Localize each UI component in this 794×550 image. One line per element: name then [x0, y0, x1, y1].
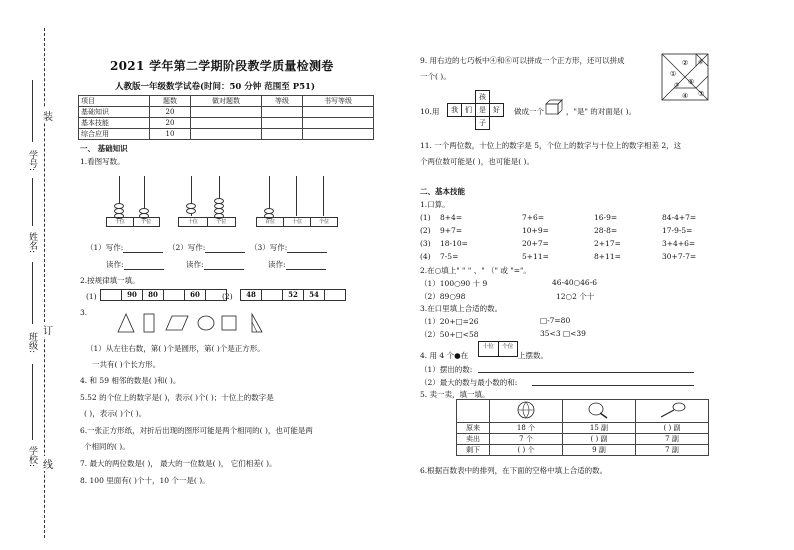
table-cell[interactable]: [262, 118, 303, 129]
table-cell: 7 个: [490, 434, 563, 445]
table-row: [79, 129, 374, 140]
question-6-line1: 6.一张正方形纸，对折后出现的图形可能是两个相同的( )，也可能是两: [80, 426, 313, 435]
table-cell: 7 副: [636, 445, 709, 456]
calc-item: 18-10=: [440, 239, 468, 248]
table-cell[interactable]: [302, 107, 373, 118]
fill-item: （2）50+□<58: [420, 330, 479, 339]
table-cell: 综合应用: [79, 129, 150, 140]
table-cell: 基础知识: [79, 107, 150, 118]
binding-char-1: 装: [43, 108, 53, 123]
tangram-figure: [660, 52, 710, 102]
badminton-racket-icon: [658, 401, 686, 419]
calc-row-label: (1): [420, 213, 431, 222]
calc-item: 3+4+6=: [662, 239, 696, 248]
calc-item: 8+4=: [440, 213, 463, 222]
seq-cell[interactable]: [101, 290, 122, 300]
answer-blank[interactable]: [204, 261, 244, 270]
seq-cell: 60: [185, 290, 206, 300]
fill-item: 35<3 □<39: [540, 329, 586, 338]
question-6-line2: 个相同的( )。: [84, 442, 130, 451]
place-label: 十位: [479, 342, 499, 356]
table-header-cell: 书写等级: [302, 96, 373, 107]
table-row: [457, 423, 709, 434]
calc-item: 8+11=: [594, 252, 621, 261]
table-cell[interactable]: [302, 118, 373, 129]
table-header-cell: 等级: [262, 96, 303, 107]
question-3: 3.: [80, 308, 88, 317]
table-cell: [490, 400, 563, 423]
svg-text:⑥: ⑥: [698, 59, 704, 66]
calc-title: 1.口算。: [420, 200, 450, 209]
seq1-label: (1): [86, 292, 97, 301]
table-row: [457, 400, 709, 423]
question-4-1: （1）摆出的数:: [420, 365, 473, 374]
abacus-1: [106, 176, 158, 224]
table-row: [79, 118, 374, 129]
table-cell: 20: [150, 107, 191, 118]
table-cell: 15 副: [563, 423, 636, 434]
calc-item: 5+11=: [522, 252, 549, 261]
table-row: [457, 445, 709, 456]
student-id-label: 学号:: [27, 150, 37, 172]
school-label: 学校:: [27, 446, 37, 468]
table-header-cell: 做对题数: [190, 96, 261, 107]
table-cell: 剩下: [457, 445, 490, 456]
table-cell[interactable]: [262, 129, 303, 140]
abacus-label: 十位: [284, 218, 311, 226]
abacus-2: [178, 176, 234, 224]
place-value-box: [478, 341, 518, 357]
abacus-label: 个位: [141, 219, 152, 225]
calc-row-label: (2): [420, 226, 431, 235]
question-3-1: （1）从左往右数，第( )个是圆形，第( )个是正方形。: [86, 344, 265, 353]
table-cell: [457, 400, 490, 423]
svg-text:⑤: ⑤: [688, 78, 695, 86]
seq-cell: 52: [283, 290, 304, 300]
table-cell: [636, 400, 709, 423]
seq-cell[interactable]: [325, 290, 345, 300]
sequence-1: [100, 289, 227, 301]
table-cell: 10: [150, 129, 191, 140]
question-1: 1.看图写数。: [80, 157, 125, 166]
ping-pong-paddle-icon: [587, 401, 611, 419]
answer-blank[interactable]: [287, 244, 327, 253]
compare-item: 12○2 个十: [556, 292, 595, 301]
sequence-2: [240, 289, 346, 301]
square-shape: [222, 316, 236, 330]
binding-char-2: 订: [43, 322, 53, 337]
answer-blank[interactable]: [205, 244, 245, 253]
svg-text:⑦: ⑦: [698, 90, 705, 98]
compare-item: 46-40○46-6: [552, 278, 598, 287]
abacus-3: [256, 176, 336, 224]
question-5: 5. 卖一卖，填一填。: [420, 390, 490, 399]
table-cell: 20: [150, 118, 191, 129]
calc-item: 10+9=: [522, 226, 549, 235]
table-cell: 基本技能: [79, 118, 150, 129]
calc-item: 28-8=: [594, 226, 618, 235]
binding-margin: [0, 0, 60, 550]
cube-icon: [545, 99, 563, 115]
answer-blank[interactable]: [286, 261, 326, 270]
table-cell[interactable]: ( ) 副: [563, 434, 636, 445]
calc-item: 7-5=: [440, 252, 459, 261]
place-label: 个位: [502, 344, 514, 350]
table-cell: 7 副: [636, 434, 709, 445]
table-cell[interactable]: [190, 129, 261, 140]
question-9-line1: 9. 用右边的七巧板中④和⑥可以拼成一个正方形，还可以拼成: [420, 56, 625, 65]
compare-item: （1）100○90 十 9: [420, 279, 488, 288]
seq2-label: (2): [222, 292, 233, 301]
calc-item: 7+6=: [522, 213, 545, 222]
question-3-2: 一共有( )个长方形。: [92, 360, 161, 369]
calc-item: 84-4+7=: [662, 213, 697, 222]
read-label-2: 读作:: [186, 259, 244, 270]
seq-cell: 54: [304, 290, 325, 300]
answer-blank[interactable]: [124, 261, 164, 270]
abacus-label: 十位: [107, 218, 134, 226]
page-title: 2021 学年第二学期阶段教学质量检测卷: [110, 59, 334, 73]
shapes-figure: [114, 310, 274, 334]
write-label-2: （2）写作:: [168, 242, 245, 253]
svg-text:④: ④: [682, 92, 689, 100]
seq-cell: 48: [241, 290, 262, 300]
compare-title: 2.在○填上" " " 、" （" 或 "="。: [420, 266, 531, 275]
rectangle-shape: [144, 314, 154, 332]
cube-net: 孩 我 们 是 好 子: [447, 90, 503, 128]
binding-char-3: 线: [43, 456, 53, 471]
score-table: [78, 95, 374, 140]
table-row: [457, 434, 709, 445]
answer-line[interactable]: [532, 385, 694, 386]
seq-cell: 80: [143, 290, 164, 300]
svg-text:③: ③: [674, 82, 680, 89]
question-4-suffix: 上摆数。: [518, 351, 548, 360]
question-4: 4. 和 59 相邻的数是( )和( )。: [80, 376, 181, 385]
question-11-line1: 11. 一个两位数，十位上的数字是 5，个位上的数字与十位上的数字相差 2，这: [420, 141, 682, 150]
write-label-1: （1）写作:: [86, 242, 163, 253]
table-cell: 18 个: [490, 423, 563, 434]
calc-item: 30+7-7=: [662, 252, 697, 261]
table-cell: [563, 400, 636, 423]
read-label-3: 读作:: [268, 259, 326, 270]
table-cell[interactable]: [190, 118, 261, 129]
section1-heading: 一、 基础知识: [80, 144, 128, 153]
fill-item: □-7=80: [540, 316, 571, 325]
calc-item: 17-9-5=: [662, 226, 693, 235]
calc-item: 9+7=: [440, 226, 463, 235]
compare-item: （2）89○98: [420, 292, 466, 301]
fill-item: （1）20+□=26: [420, 317, 479, 326]
answer-line[interactable]: [478, 372, 694, 373]
fill-title: 3.在口里填上合适的数。: [420, 304, 503, 313]
name-label: 姓名:: [27, 232, 37, 254]
question-10-mid: 做成一个: [514, 107, 544, 116]
calc-item: 2+17=: [594, 239, 621, 248]
table-cell: 原来: [457, 423, 490, 434]
abacus-label: 十位: [179, 218, 208, 226]
table-cell[interactable]: [302, 129, 373, 140]
student-id-line[interactable]: [32, 80, 33, 142]
table-cell[interactable]: ( ) 副: [636, 423, 709, 434]
table-cell: 9 副: [563, 445, 636, 456]
table-header-cell: 题数: [150, 96, 191, 107]
page-subtitle: 人教版一年级数学试卷(时间：50 分钟 范围至 P51): [115, 82, 315, 92]
abacus-label: 个位: [318, 219, 329, 225]
question-9-line2: 一个( )。: [420, 72, 451, 81]
abacus-label: 个位: [216, 219, 227, 225]
svg-text:①: ①: [670, 70, 677, 78]
table-cell[interactable]: [190, 107, 261, 118]
circle-shape: [198, 316, 214, 330]
question-5-line2: ( )，表示( )个( )。: [84, 409, 147, 418]
question-5-line1: 5.52 的个位上的数字是( )，表示( )个( )；十位上的数字是: [80, 393, 274, 402]
question-4-2: （2）最大的数与最小数的和:: [420, 378, 518, 387]
question-4-prefix: 4. 用 4 个●在: [420, 351, 469, 360]
write-label-3: （3）写作:: [250, 242, 327, 253]
question-6: 6.根据百数表中的排列，在下面的空格中填上合适的数。: [420, 466, 608, 475]
parallelogram-shape: [166, 316, 188, 330]
read-label-1: 读作:: [106, 259, 164, 270]
calc-row-label: (3): [420, 239, 431, 248]
table-row: [79, 107, 374, 118]
sales-table: [456, 399, 709, 456]
table-header-row: [79, 96, 374, 107]
class-label: 班级:: [27, 332, 37, 354]
question-10-suffix: ，"是" 的对面是( )。: [566, 107, 637, 116]
question-7: 7. 最大的两位数是( )， 最大的一位数是( )， 它们相差( )。: [80, 459, 277, 468]
abacus-label: 百位: [257, 218, 284, 226]
table-cell[interactable]: [262, 107, 303, 118]
question-8: 8. 100 里面有( )个十，10 个一是( )。: [80, 476, 210, 485]
question-2: 2.按规律填一填。: [80, 276, 140, 285]
calc-item: 16-9=: [594, 213, 618, 222]
name-line[interactable]: [32, 178, 33, 226]
question-11-line2: 个两位数可能是( )，也可能是( )。: [420, 157, 534, 166]
seq-cell[interactable]: [262, 290, 283, 300]
seq-cell: 90: [122, 290, 143, 300]
question-10-prefix: 10.用: [420, 107, 440, 116]
school-line[interactable]: [32, 364, 33, 440]
table-cell: 卖出: [457, 434, 490, 445]
table-cell[interactable]: ( ) 个: [490, 445, 563, 456]
right-triangle-shape: [252, 314, 262, 332]
class-line[interactable]: [32, 262, 33, 324]
ball-icon: [517, 401, 535, 419]
answer-blank[interactable]: [123, 244, 163, 253]
svg-text:②: ②: [682, 59, 689, 67]
table-header-cell: 项目: [79, 96, 150, 107]
calc-item: 20+7=: [522, 239, 549, 248]
calc-row-label: (4): [420, 252, 431, 261]
triangle-shape: [118, 314, 134, 332]
section2-heading: 二、基本技能: [420, 187, 465, 196]
seq-cell[interactable]: [164, 290, 185, 300]
